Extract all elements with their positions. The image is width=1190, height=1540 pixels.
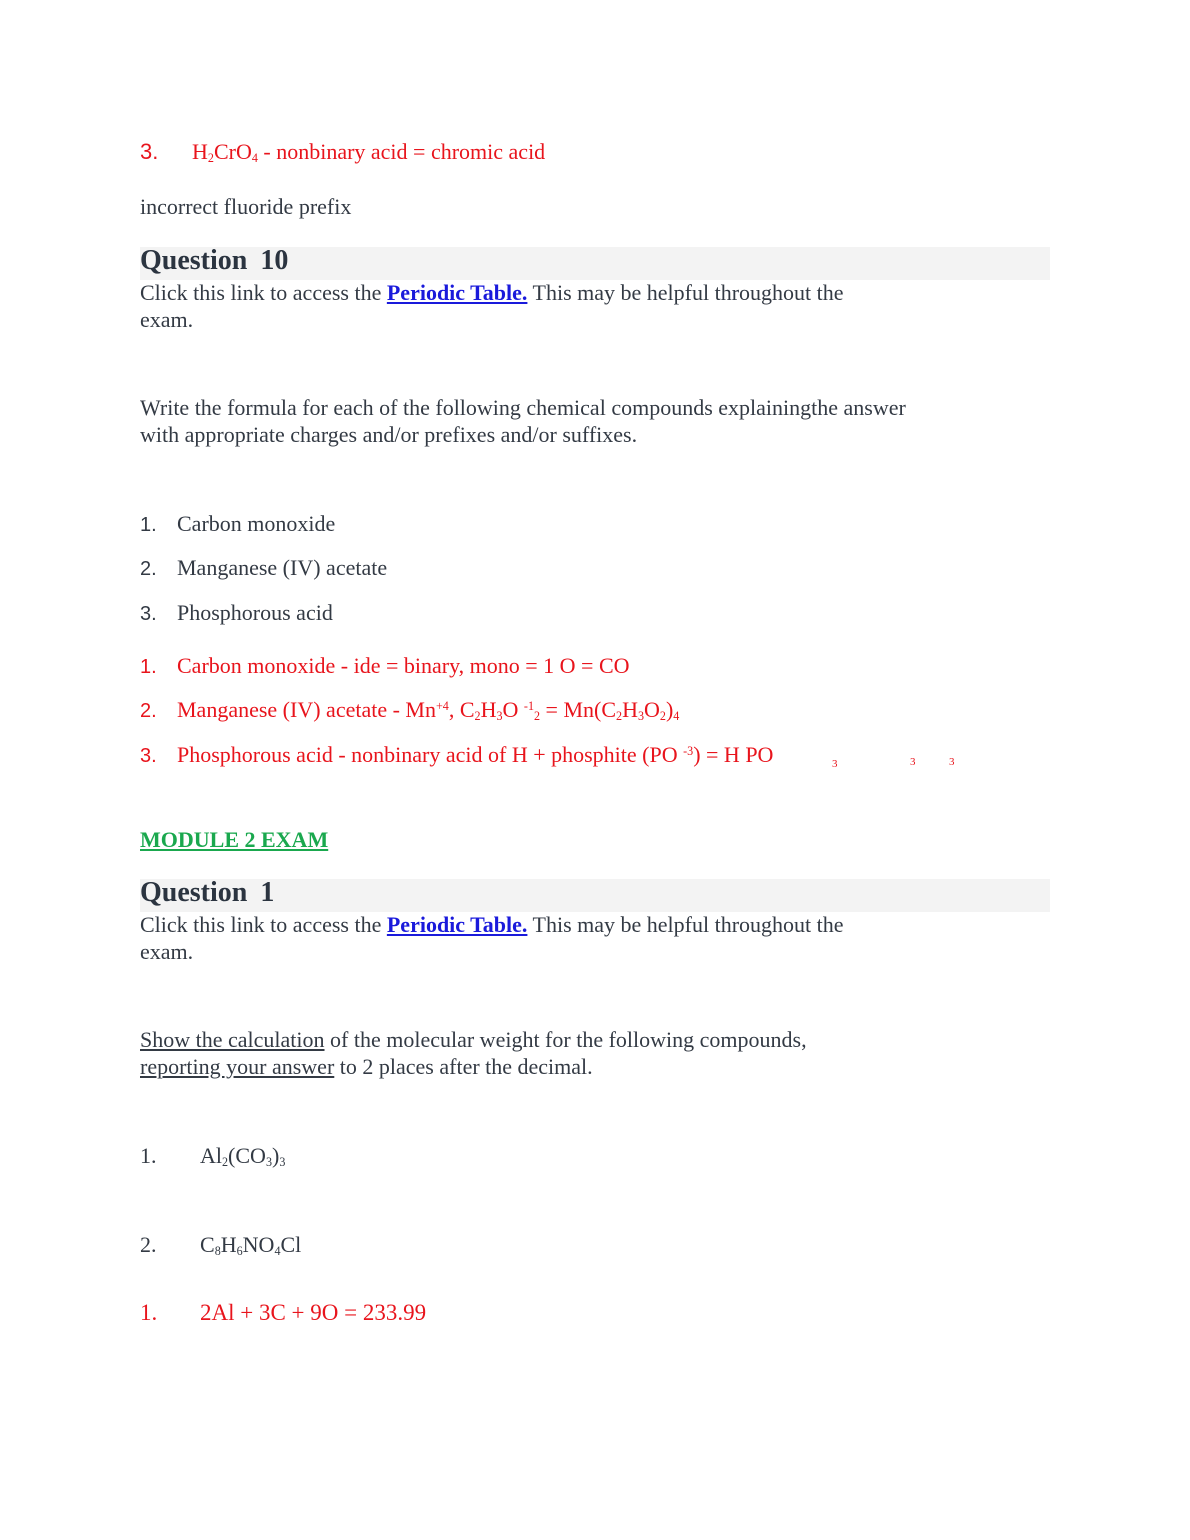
- periodic-table-link[interactable]: Periodic Table.: [386, 912, 528, 937]
- module-heading: MODULE 2 EXAM: [140, 827, 329, 852]
- prev-answer-note: incorrect fluoride prefix: [140, 194, 352, 219]
- answer-item-1: 1. Carbon monoxide - ide = binary, mono = 1 O = CO: [140, 653, 630, 678]
- answer-item-3-stray-sub-a: 3: [832, 758, 838, 770]
- question10-prompt-line1: Write the formula for each of the following chemical compounds explainingthe answer: [140, 395, 906, 420]
- list-item: 2. $C_8H_6NO_4Cl$: [140, 1232, 302, 1259]
- answer-item-3-stray-sub-b: 3: [910, 756, 916, 768]
- answer-item-2: 2. Manganese (IV) acetate - $Mn^{+4}$, $C_2H_3O$ $^{-1}_2 = Mn(C_2H_3O_2)_4$: [140, 697, 680, 724]
- list-item: 1. $Al_2(CO_3)_3$: [140, 1143, 286, 1170]
- question10-title: Question 10: [140, 245, 289, 276]
- prev-answer-text: - nonbinary acid = chromic acid: [257, 139, 546, 164]
- question1-prompt-line2: reporting your answer to 2 places after the decimal.: [140, 1054, 593, 1079]
- prev-answer-number: 3.: [140, 139, 159, 164]
- question1-intro: Click this link to access the Periodic Table. This may be helpful throughout the: [140, 912, 844, 937]
- prev-answer-line: [140, 139, 545, 166]
- question10-intro: Click this link to access the Periodic Table. This may be helpful throughout the: [140, 280, 844, 305]
- periodic-table-link[interactable]: Periodic Table.: [386, 280, 528, 305]
- question1-intro-line2: exam.: [140, 939, 194, 964]
- prev-answer-formula: $H_2CrO_4$: [192, 139, 258, 166]
- question1-prompt-line1: Show the calculation of the molecular weight for the following compounds,: [140, 1027, 807, 1052]
- answer-item-3-stray-sub-c: 3: [949, 756, 955, 768]
- list-item: 2. Manganese (IV) acetate: [140, 555, 388, 580]
- question10-prompt-line2: with appropriate charges and/or prefixes and/or suffixes.: [140, 422, 638, 447]
- question1-header-bar: [140, 879, 1050, 912]
- question1-answer-1: 1. 2Al + 3C + 9O = 233.99: [140, 1300, 427, 1325]
- answer-item-3: 3. Phosphorous acid - nonbinary acid of H + phosphite (PO $^{-3}$) = H PO: [140, 742, 774, 767]
- question10-intro-line2: exam.: [140, 307, 194, 332]
- list-item: 3. Phosphorous acid: [140, 600, 333, 625]
- list-item: 1. Carbon monoxide: [140, 511, 336, 536]
- question1-title: Question 1: [140, 877, 275, 908]
